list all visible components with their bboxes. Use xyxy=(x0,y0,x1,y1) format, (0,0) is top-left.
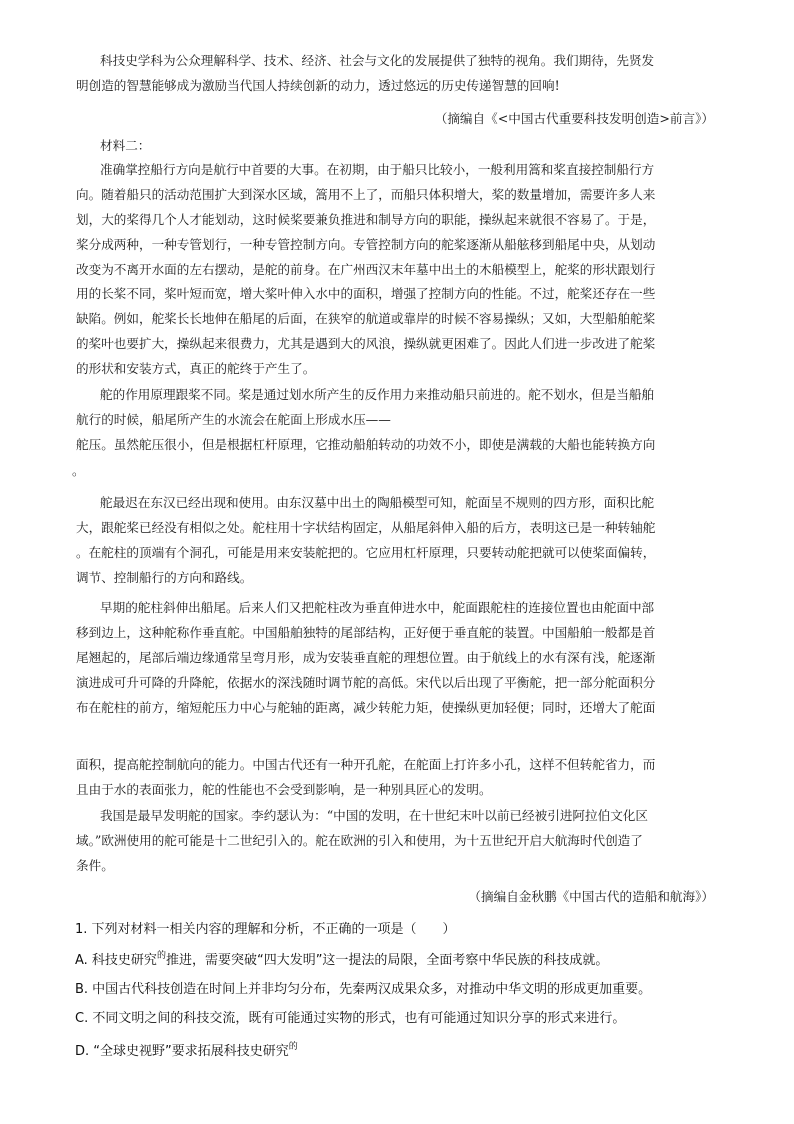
paragraph-line: 的形状和安装方式，真正的舵终于产生了。 xyxy=(76,361,316,376)
paragraph-line: 演进成可升可降的升降舵，依据水的深浅随时调节舵的高低。宋代以后出现了平衡舵，把一部分舵面积分 xyxy=(76,675,656,690)
option-c-text: C. 不同文明之间的科技交流，既有可能通过实物的形式，也有可能通过知识分享的形式来进行。 xyxy=(75,1011,626,1026)
option-d-text: D. “全球史视野”要求拓展科技史研究 xyxy=(75,1044,289,1059)
paragraph-line: 舵最迟在东汉已经出现和使用。由东汉墓中出土的陶船模型可知，舵面呈不规则的四方形，面积比舵 xyxy=(100,495,655,510)
option-d-superscript: 的 xyxy=(288,1042,298,1052)
option-a[interactable] xyxy=(75,949,608,968)
paragraph-line: 准确掌控船行方向是航行中首要的大事。在初期，由于船只比较小，一般利用篙和桨直接控制船行方 xyxy=(100,162,655,177)
paragraph-line: 大，跟舵桨已经没有相似之处。舵柱用十字状结构固定，从船尾斜伸入船的后方，表明这已是一种转轴舵 xyxy=(76,520,656,535)
option-b-text: B. 中国古代科技创造在时间上并非均匀分布，先秦两汉成果众多，对推动中华文明的形成更加重要。 xyxy=(75,982,652,997)
paragraph-line: 早期的舵柱斜伸出船尾。后来人们又把舵柱改为垂直伸进水中，舵面跟舵柱的连接位置也由舵面中部 xyxy=(100,600,655,615)
option-b[interactable] xyxy=(75,978,651,997)
option-a-text-rest: 推进，需要突破“四大发明”这一提法的局限，全面考察中华民族的科技成就。 xyxy=(165,953,609,968)
paragraph-line: 改变为不离开水面的左右摆动，是舵的前身。在广州西汉末年墓中出土的木船模型上，舵桨的形状跟划行 xyxy=(76,262,656,277)
source-citation: （摘编自金秋鹏《中国古代的造船和航海》） xyxy=(468,889,714,904)
paragraph-line: 域。”欧洲使用的舵可能是十二世纪引入的。舵在欧洲的引入和使用，为十五世纪开启大航海时代创造了 xyxy=(76,833,643,848)
option-d[interactable] xyxy=(75,1040,298,1059)
paragraph-line: 缺陷。例如，舵桨长长地伸在船尾的后面，在狭窄的航道或靠岸的时候不容易操纵；又如，大型船舶舵桨 xyxy=(76,311,656,326)
paragraph-line: 航行的时候，船尾所产生的水流会在舵面上形成水压—— xyxy=(76,412,391,427)
paragraph-line: 舵压。虽然舵压很小，但是根据杠杆原理，它推动船舶转动的功效不小，即使是满载的大船也能转换方向 xyxy=(76,437,656,452)
paragraph-line: 布在舵柱的前方，缩短舵压力中心与舵轴的距离，减少转舵力矩，使操纵更加轻便；同时，还增大了舵面 xyxy=(76,700,656,715)
paragraph-line: 尾翘起的，尾部后端边缘通常呈弯月形，成为安装垂直舵的理想位置。由于航线上的水有深有浅，舵逐渐 xyxy=(76,650,656,665)
paragraph-line: 移到边上，这种舵称作垂直舵。中国船舶独特的尾部结构，正好便于垂直舵的装置。中国船舶一般都是首 xyxy=(76,625,656,640)
option-c[interactable] xyxy=(75,1007,625,1026)
paragraph-line: 调节、控制船行的方向和路线。 xyxy=(76,570,253,585)
paragraph-line: 桨分成两种，一种专管划行，一种专管控制方向。专管控制方向的舵桨逐渐从船舷移到船尾中央，从划动 xyxy=(76,237,656,252)
intro-line: 科技史学科为公众理解科学、技术、经济、社会与文化的发展提供了独特的视角。我们期待，先贤发 xyxy=(100,53,655,68)
source-citation: （摘编自《<中国古代重要科技发明创造>前言》） xyxy=(434,111,714,126)
paragraph-line: 向。随着船只的活动范围扩大到深水区域，篙用不上了，而船只体积增大，桨的数量增加，需要许多人来 xyxy=(76,187,656,202)
paragraph-line: 条件。 xyxy=(76,858,114,873)
paragraph-line: 我国是最早发明舵的国家。李约瑟认为：“中国的发明，在十世纪末叶以前已经被引进阿拉伯文化区 xyxy=(100,808,648,823)
paragraph-line: 面积，提高舵控制航向的能力。中国古代还有一种开孔舵，在舵面上打许多小孔，这样不但转舵省力，而 xyxy=(76,757,656,772)
paragraph-line: 的桨叶也要扩大，操纵起来很费力，尤其是遇到大的风浪，操纵就更困难了。因此人们进一步改进了舵桨 xyxy=(76,336,656,351)
paragraph-line: 用的长桨不同，桨叶短而宽，增大桨叶伸入水中的面积，增强了控制方向的性能。不过，舵桨还存在一些 xyxy=(76,286,656,301)
option-a-superscript: 的 xyxy=(156,951,166,961)
material-heading: 材料二： xyxy=(100,138,151,153)
paragraph-line: 舵的作用原理跟桨不同。桨是通过划水所产生的反作用力来推动船只前进的。舵不划水，但是当船舶 xyxy=(100,387,655,402)
paragraph-line: 。在舵柱的顶端有个洞孔，可能是用来安装舵把的。它应用杠杆原理，只要转动舵把就可以使桨面偏转， xyxy=(76,545,656,560)
paragraph-line: 且由于水的表面张力，舵的性能也不会受到影响，是一种别具匠心的发明。 xyxy=(76,782,492,797)
question-stem: 1. 下列对材料一相关内容的理解和分析，不正确的一项是（ ） xyxy=(75,922,456,937)
paragraph-line: 划，大的桨得几个人才能划动，这时候桨要兼负推进和制导方向的职能，操纵起来就很不容易了。于是， xyxy=(76,212,656,227)
paragraph-line: 。 xyxy=(72,463,85,478)
intro-line: 明创造的智慧能够成为激励当代国人持续创新的动力，透过悠远的历史传递智慧的回响! xyxy=(76,78,560,93)
option-a-text: A. 科技史研究 xyxy=(75,953,157,968)
